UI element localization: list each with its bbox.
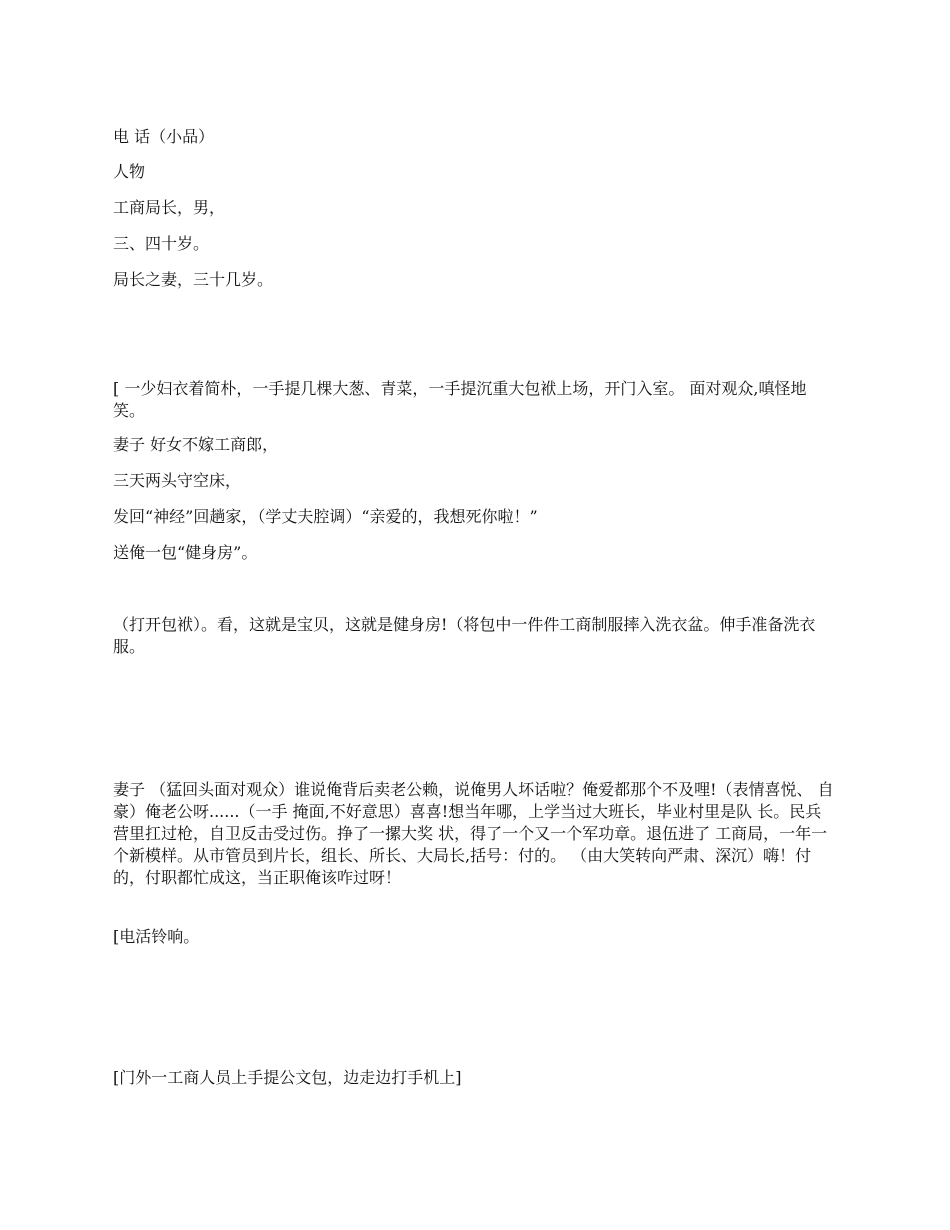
monologue-paragraph: 妻子 （猛回头面对观众）谁说俺背后卖老公赖，说俺男人坏话啦？俺爱都那个不及哩!（表情喜悦、 自豪）俺老公呀......（一手 掩面,不好意思）喜喜!想当年哪，上学当过大班长，毕业村里是队 长。民兵营里扛过枪，自卫反击受过伤。挣了一摞大奖 状，得了一个又一个军功章。退伍进了 工商局，一年一个新模样。从市管员到片长，组长、所长、大局长,括号：付的。 （由大笑转向严肃、深沉）嗨！付的，付职都忙成这，当正职俺该咋过呀！ — [113, 780, 834, 887]
verse-line-4: 送俺一包“健身房”。 — [113, 543, 258, 562]
character-2: 局长之妻，三十几岁。 — [113, 270, 274, 289]
character-1-line-b: 三、四十岁。 — [113, 234, 210, 253]
verse-line-3: 发回“神经”回趟家，（学丈夫腔调）“亲爱的，我想死你啦！” — [113, 507, 538, 526]
verse-line-1: 妻子 好女不嫁工商郎， — [113, 435, 279, 454]
stage-direction-3: [门外一工商人员上手提公文包，边走边打手机上] — [113, 1068, 462, 1087]
verse-line-2: 三天两头守空床， — [113, 471, 242, 490]
action-paragraph: （打开包袱）。看，这就是宝贝，这就是健身房!（将包中一件件工商制服摔入洗衣盆。伸手准备洗衣 服。 — [113, 615, 816, 656]
characters-heading: 人物 — [113, 162, 146, 181]
character-1-line-a: 工商局长，男， — [113, 198, 226, 217]
stage-direction-2: [电活铃响。 — [113, 927, 200, 946]
document-title: 电 话（小品） — [113, 127, 215, 146]
stage-direction-1: [ 一少妇衣着简朴，一手提几棵大葱、青菜，一手提沉重大包袱上场，开门入室。 面对观众,嗔怪地笑。 — [113, 379, 807, 420]
